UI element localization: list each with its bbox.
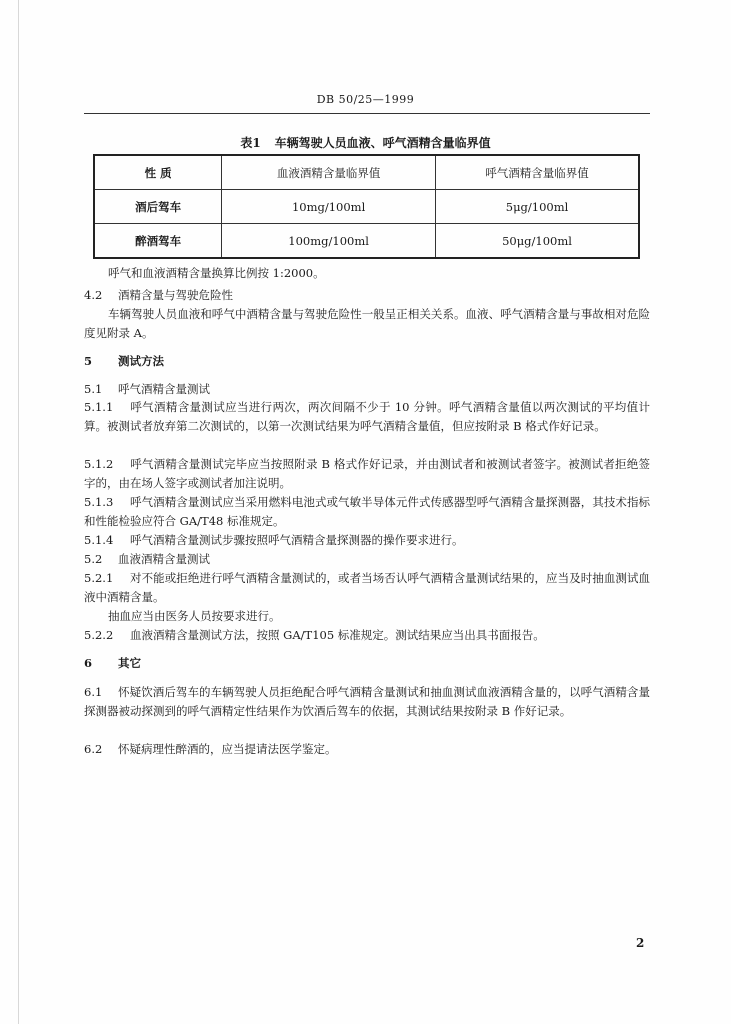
table-cell: 醉酒驾车 bbox=[94, 224, 222, 259]
table-row bbox=[94, 190, 639, 224]
section-number: 5.1.2 bbox=[84, 457, 114, 471]
section-text: 呼气酒精含量测试完毕应当按照附录 B 格式作好记录，并由测试者和被测试者签字。被测试者拒绝签字的，由在场人签字或测试者加注说明。 bbox=[84, 457, 650, 490]
section-5-1-3 bbox=[84, 493, 650, 531]
section-title: 酒精含量与驾驶危险性 bbox=[118, 288, 233, 302]
section-number: 6.1 bbox=[84, 685, 103, 699]
section-5-2-1-extra: 抽血应当由医务人员按要求进行。 bbox=[108, 609, 281, 623]
section-5-1-heading bbox=[84, 380, 650, 399]
section-number: 5.1 bbox=[84, 382, 103, 396]
section-5-2-heading bbox=[84, 550, 650, 569]
section-title: 呼气酒精含量测试 bbox=[118, 382, 210, 396]
section-text: 呼气酒精含量测试应当进行两次，两次间隔不少于 10 分钟。呼气酒精含量值以两次测试的平均值计算。被测试者放弃第二次测试的，以第一次测试结果为呼气酒精含量值，但应按附录 B 格式作好记录。 bbox=[84, 400, 650, 433]
section-6-2 bbox=[84, 740, 650, 759]
section-number: 6 bbox=[84, 656, 93, 670]
table-cell: 100mg/100ml bbox=[222, 224, 436, 259]
section-text: 呼气酒精含量测试步骤按照呼气酒精含量探测器的操作要求进行。 bbox=[130, 533, 464, 547]
section-5-1-1 bbox=[84, 398, 650, 436]
section-number: 4.2 bbox=[84, 288, 103, 302]
section-text: 血液酒精含量测试方法，按照 GA/T105 标准规定。测试结果应当出具书面报告。 bbox=[130, 628, 545, 642]
section-6-heading bbox=[84, 654, 650, 673]
section-number: 5.1.4 bbox=[84, 533, 114, 547]
header-divider bbox=[84, 113, 650, 114]
section-title: 测试方法 bbox=[118, 354, 164, 368]
section-text: 怀疑病理性醉酒的，应当提请法医学鉴定。 bbox=[118, 742, 337, 756]
table-header-row bbox=[94, 155, 639, 190]
document-header: DB 50/25—1999 bbox=[316, 93, 415, 106]
section-number: 5.1.3 bbox=[84, 495, 114, 509]
table-caption bbox=[0, 134, 731, 151]
column-header-blood: 血液酒精含量临界值 bbox=[222, 155, 436, 190]
section-5-1-2 bbox=[84, 455, 650, 493]
table-cell: 50μg/100ml bbox=[436, 224, 639, 259]
section-number: 5.1.1 bbox=[84, 400, 114, 414]
section-text: 呼气酒精含量测试应当采用燃料电池式或气敏半导体元件式传感器型呼气酒精含量探测器，其技术指标和性能检验应符合 GA/T48 标准规定。 bbox=[84, 495, 650, 528]
section-title: 血液酒精含量测试 bbox=[118, 552, 210, 566]
section-4-2-heading bbox=[84, 286, 650, 305]
table-caption-title: 车辆驾驶人员血液、呼气酒精含量临界值 bbox=[274, 136, 491, 150]
section-text: 对不能或拒绝进行呼气酒精含量测试的，或者当场否认呼气酒精含量测试结果的，应当及时抽血测试血液中酒精含量。 bbox=[84, 571, 650, 604]
page-number: 2 bbox=[636, 936, 645, 950]
section-title: 其它 bbox=[118, 656, 141, 670]
section-5-1-4 bbox=[84, 531, 650, 550]
section-5-2-2 bbox=[84, 626, 650, 645]
column-header-nature: 性 质 bbox=[94, 155, 222, 190]
threshold-table bbox=[93, 154, 640, 259]
table-cell: 5μg/100ml bbox=[436, 190, 639, 224]
section-5-2-1 bbox=[84, 569, 650, 607]
section-number: 5.2.2 bbox=[84, 628, 114, 642]
section-number: 5.2.1 bbox=[84, 571, 114, 585]
section-number: 6.2 bbox=[84, 742, 103, 756]
section-5-heading bbox=[84, 352, 650, 371]
section-4-2-body: 车辆驾驶人员血液和呼气中酒精含量与驾驶危险性一般呈正相关关系。血液、呼气酒精含量与事故相对危险度见附录 A。 bbox=[84, 307, 650, 340]
section-number: 5.2 bbox=[84, 552, 103, 566]
section-6-1 bbox=[84, 683, 650, 721]
table-row bbox=[94, 224, 639, 259]
section-text: 怀疑饮酒后驾车的车辆驾驶人员拒绝配合呼气酒精含量测试和抽血测试血液酒精含量的，以呼气酒精含量探测器被动探测到的呼气酒精定性结果作为饮酒后驾车的依据，其测试结果按附录 B 作好记录。 bbox=[84, 685, 650, 718]
table-caption-number: 表1 bbox=[240, 136, 261, 150]
column-header-breath: 呼气酒精含量临界值 bbox=[436, 155, 639, 190]
table-cell: 10mg/100ml bbox=[222, 190, 436, 224]
scan-edge-line bbox=[18, 0, 19, 1024]
table-cell: 酒后驾车 bbox=[94, 190, 222, 224]
section-number: 5 bbox=[84, 354, 93, 368]
conversion-note: 呼气和血液酒精含量换算比例按 1:2000。 bbox=[108, 266, 325, 280]
